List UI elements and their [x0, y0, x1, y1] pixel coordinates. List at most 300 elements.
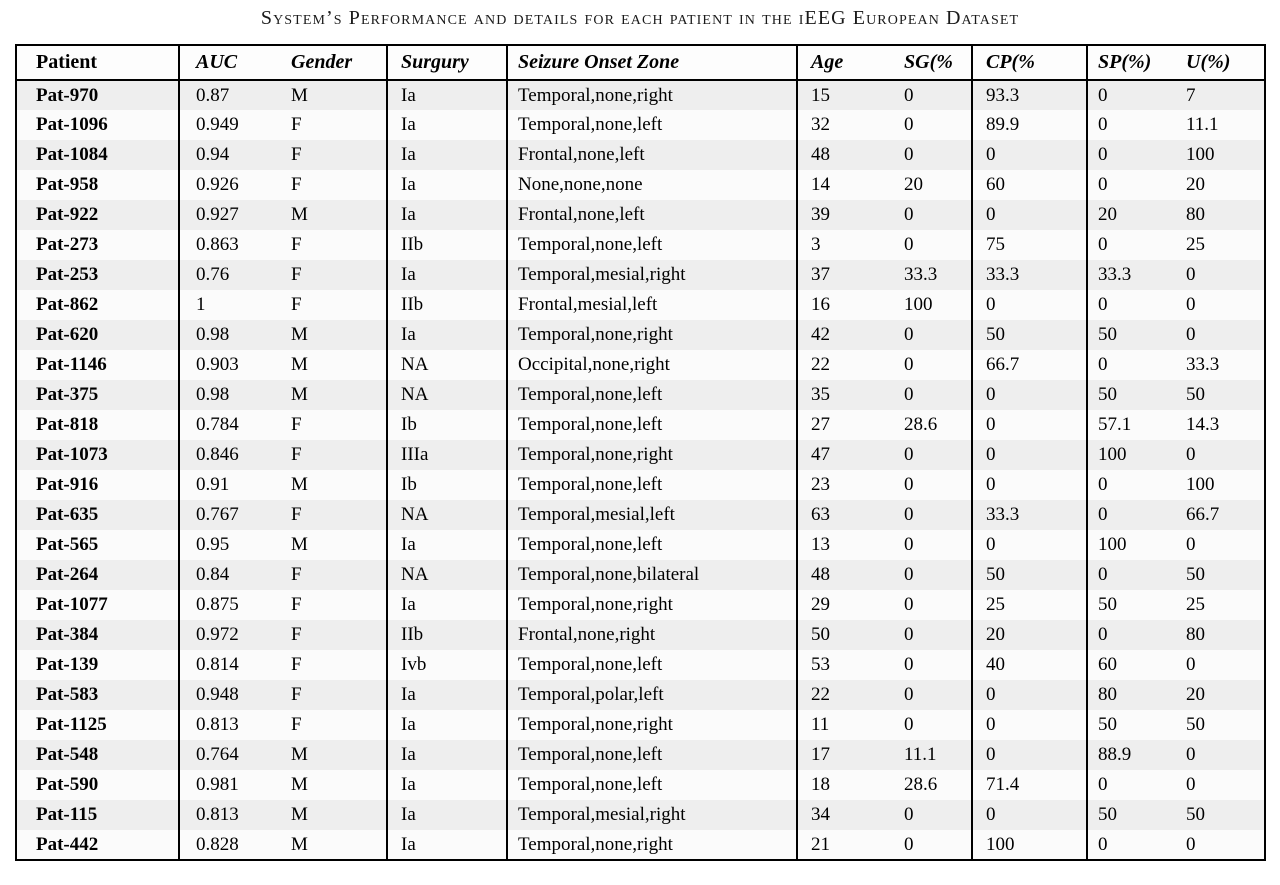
cp-percent-value: 20	[972, 620, 1087, 650]
cp-percent-value: 75	[972, 230, 1087, 260]
u-percent-value: 50	[1186, 564, 1205, 585]
gender-value: F	[275, 620, 387, 650]
table-row	[16, 770, 1265, 800]
auc-value: 0.814	[196, 654, 239, 675]
header-row	[16, 45, 1265, 80]
u-percent-value: 33.3	[1186, 354, 1220, 375]
table-row	[16, 620, 1265, 650]
seizure-onset-zone-value: Temporal,mesial,right	[507, 800, 797, 830]
u-percent-value: 25	[1186, 594, 1205, 615]
surgery-value: Ia	[387, 80, 507, 110]
sg-percent-value: 0	[892, 590, 972, 620]
age-value: 37	[811, 264, 830, 285]
age-value: 21	[811, 833, 830, 855]
gender-value: M	[275, 320, 387, 350]
auc-value: 0.863	[196, 234, 239, 255]
table-row	[16, 800, 1265, 830]
patient-id: Pat-583	[16, 680, 179, 710]
seizure-onset-zone-value: Temporal,none,left	[507, 110, 797, 140]
cp-percent-value: 0	[972, 530, 1087, 560]
sg-percent-value: 0	[892, 80, 972, 110]
sg-percent-value: 0	[892, 650, 972, 680]
sp-percent-value: 88.9	[1098, 744, 1132, 765]
surgery-value: Ia	[387, 830, 507, 860]
table-row	[16, 290, 1265, 320]
age-value: 34	[811, 804, 830, 825]
patient-id: Pat-253	[16, 260, 179, 290]
patient-id: Pat-264	[16, 560, 179, 590]
sp-percent-value: 60	[1098, 654, 1117, 675]
sg-percent-value: 0	[892, 560, 972, 590]
auc-value: 0.813	[196, 804, 239, 825]
table-body	[16, 80, 1265, 860]
cp-percent-value: 100	[972, 830, 1087, 860]
sp-percent-value: 33.3	[1098, 264, 1132, 285]
u-percent-value: 50	[1186, 384, 1205, 405]
auc-value: 0.972	[196, 624, 239, 645]
u-percent-value: 100	[1186, 474, 1215, 495]
sg-percent-value: 0	[892, 800, 972, 830]
cp-percent-value: 93.3	[972, 80, 1087, 110]
sp-percent-value: 0	[1098, 234, 1108, 255]
table-row	[16, 740, 1265, 770]
sp-percent-value: 100	[1098, 534, 1127, 555]
sp-percent-value: 0	[1098, 624, 1108, 645]
sg-percent-value: 20	[892, 170, 972, 200]
surgery-value: NA	[387, 350, 507, 380]
gender-value: F	[275, 590, 387, 620]
table-row	[16, 500, 1265, 530]
sp-percent-value: 0	[1098, 833, 1108, 855]
auc-value: 0.764	[196, 744, 239, 765]
seizure-onset-zone-value: Frontal,none,right	[507, 620, 797, 650]
u-percent-value: 7	[1186, 84, 1196, 106]
table-row	[16, 560, 1265, 590]
auc-value: 0.91	[196, 474, 230, 495]
u-percent-value: 14.3	[1186, 414, 1220, 435]
cp-percent-value: 0	[972, 680, 1087, 710]
patient-id: Pat-862	[16, 290, 179, 320]
auc-value: 0.875	[196, 594, 239, 615]
gender-value: F	[275, 560, 387, 590]
table-row	[16, 710, 1265, 740]
auc-value: 0.903	[196, 354, 239, 375]
sg-percent-value: 0	[892, 620, 972, 650]
col-header-sg-percent: SG(%	[892, 45, 972, 80]
auc-value: 0.981	[196, 774, 239, 795]
sg-percent-value: 28.6	[892, 770, 972, 800]
cp-percent-value: 0	[972, 140, 1087, 170]
age-value: 27	[811, 414, 830, 435]
seizure-onset-zone-value: Temporal,none,right	[507, 440, 797, 470]
u-percent-value: 50	[1186, 804, 1205, 825]
sg-percent-value: 0	[892, 140, 972, 170]
age-value: 63	[811, 504, 830, 525]
sg-percent-value: 28.6	[892, 410, 972, 440]
seizure-onset-zone-value: Temporal,mesial,left	[507, 500, 797, 530]
sg-percent-value: 0	[892, 440, 972, 470]
gender-value: M	[275, 530, 387, 560]
age-value: 16	[811, 294, 830, 315]
patient-id: Pat-635	[16, 500, 179, 530]
u-percent-value: 20	[1186, 174, 1205, 195]
surgery-value: IIb	[387, 230, 507, 260]
sg-percent-value: 0	[892, 710, 972, 740]
auc-value: 0.94	[196, 144, 230, 165]
auc-value: 0.828	[196, 833, 239, 855]
u-percent-value: 25	[1186, 234, 1205, 255]
sg-percent-value: 0	[892, 320, 972, 350]
surgery-value: IIb	[387, 620, 507, 650]
sp-percent-value: 100	[1098, 444, 1127, 465]
patient-id: Pat-1077	[16, 590, 179, 620]
sp-percent-value: 0	[1098, 774, 1108, 795]
table-row	[16, 110, 1265, 140]
seizure-onset-zone-value: Frontal,none,left	[507, 140, 797, 170]
patient-id: Pat-1125	[16, 710, 179, 740]
u-percent-value: 0	[1186, 324, 1196, 345]
gender-value: F	[275, 440, 387, 470]
gender-value: F	[275, 710, 387, 740]
sp-percent-value: 57.1	[1098, 414, 1132, 435]
cp-percent-value: 25	[972, 590, 1087, 620]
patient-id: Pat-442	[16, 830, 179, 860]
patient-id: Pat-384	[16, 620, 179, 650]
patient-id: Pat-1146	[16, 350, 179, 380]
table-row	[16, 350, 1265, 380]
table-row	[16, 410, 1265, 440]
seizure-onset-zone-value: Temporal,none,left	[507, 380, 797, 410]
u-percent-value: 0	[1186, 534, 1196, 555]
auc-value: 0.927	[196, 204, 239, 225]
table-row	[16, 140, 1265, 170]
seizure-onset-zone-value: Temporal,none,right	[507, 320, 797, 350]
sg-percent-value: 0	[892, 350, 972, 380]
cp-percent-value: 0	[972, 440, 1087, 470]
cp-percent-value: 0	[972, 200, 1087, 230]
surgery-value: Ia	[387, 320, 507, 350]
u-percent-value: 80	[1186, 204, 1205, 225]
auc-value: 0.767	[196, 504, 239, 525]
gender-value: M	[275, 470, 387, 500]
table-row	[16, 200, 1265, 230]
auc-value: 0.98	[196, 324, 230, 345]
gender-value: F	[275, 230, 387, 260]
age-value: 13	[811, 534, 830, 555]
patient-id: Pat-958	[16, 170, 179, 200]
gender-value: F	[275, 680, 387, 710]
table-row	[16, 80, 1265, 110]
col-header-surgery: Surgury	[387, 45, 507, 80]
age-value: 35	[811, 384, 830, 405]
cp-percent-value: 0	[972, 470, 1087, 500]
seizure-onset-zone-value: Temporal,none,bilateral	[507, 560, 797, 590]
age-value: 18	[811, 774, 830, 795]
table-row	[16, 440, 1265, 470]
sg-percent-value: 0	[892, 230, 972, 260]
gender-value: F	[275, 500, 387, 530]
u-percent-value: 20	[1186, 684, 1205, 705]
seizure-onset-zone-value: Occipital,none,right	[507, 350, 797, 380]
seizure-onset-zone-value: Frontal,mesial,left	[507, 290, 797, 320]
table-header	[16, 45, 1265, 80]
sg-percent-value: 0	[892, 530, 972, 560]
sp-percent-value: 50	[1098, 384, 1117, 405]
auc-value: 0.949	[196, 114, 239, 135]
u-percent-value: 0	[1186, 444, 1196, 465]
patient-id: Pat-590	[16, 770, 179, 800]
auc-value: 0.98	[196, 384, 230, 405]
surgery-value: Ia	[387, 680, 507, 710]
age-value: 14	[811, 174, 830, 195]
patient-id: Pat-620	[16, 320, 179, 350]
sp-percent-value: 0	[1098, 294, 1108, 315]
table-row	[16, 590, 1265, 620]
sp-percent-value: 20	[1098, 204, 1117, 225]
surgery-value: NA	[387, 380, 507, 410]
gender-value: M	[275, 830, 387, 860]
surgery-value: Ib	[387, 410, 507, 440]
table-row	[16, 170, 1265, 200]
surgery-value: Ia	[387, 800, 507, 830]
sp-percent-value: 0	[1098, 354, 1108, 375]
u-percent-value: 0	[1186, 264, 1196, 285]
surgery-value: Ia	[387, 710, 507, 740]
table-row	[16, 260, 1265, 290]
gender-value: M	[275, 770, 387, 800]
sp-percent-value: 0	[1098, 564, 1108, 585]
cp-percent-value: 66.7	[972, 350, 1087, 380]
surgery-value: NA	[387, 500, 507, 530]
auc-value: 1	[196, 294, 206, 315]
seizure-onset-zone-value: None,none,none	[507, 170, 797, 200]
sg-percent-value: 0	[892, 470, 972, 500]
col-header-cp-percent: CP(%	[972, 45, 1087, 80]
age-value: 15	[811, 84, 830, 106]
sg-percent-value: 0	[892, 680, 972, 710]
sg-percent-value: 100	[892, 290, 972, 320]
surgery-value: Ia	[387, 140, 507, 170]
patient-id: Pat-565	[16, 530, 179, 560]
table-row	[16, 650, 1265, 680]
seizure-onset-zone-value: Temporal,none,left	[507, 740, 797, 770]
patient-id: Pat-922	[16, 200, 179, 230]
sp-percent-value: 0	[1098, 504, 1108, 525]
sp-percent-value: 50	[1098, 714, 1117, 735]
gender-value: M	[275, 200, 387, 230]
gender-value: F	[275, 410, 387, 440]
table-row	[16, 380, 1265, 410]
seizure-onset-zone-value: Temporal,none,right	[507, 830, 797, 860]
cp-percent-value: 33.3	[972, 260, 1087, 290]
gender-value: F	[275, 260, 387, 290]
surgery-value: Ia	[387, 590, 507, 620]
table-caption: System’s Performance and details for each patient in the iEEG European Dataset	[260, 7, 1020, 29]
surgery-value: Ib	[387, 470, 507, 500]
surgery-value: Ivb	[387, 650, 507, 680]
auc-value: 0.84	[196, 564, 230, 585]
sp-percent-value: 0	[1098, 114, 1108, 135]
seizure-onset-zone-value: Temporal,none,left	[507, 650, 797, 680]
age-value: 48	[811, 144, 830, 165]
sp-percent-value: 0	[1098, 144, 1108, 165]
table-row	[16, 830, 1265, 860]
cp-percent-value: 71.4	[972, 770, 1087, 800]
patient-id: Pat-139	[16, 650, 179, 680]
surgery-value: Ia	[387, 770, 507, 800]
age-value: 29	[811, 594, 830, 615]
col-header-seizure-onset-zone: Seizure Onset Zone	[507, 45, 797, 80]
sp-percent-value: 0	[1098, 174, 1108, 195]
cp-percent-value: 0	[972, 380, 1087, 410]
sg-percent-value: 33.3	[892, 260, 972, 290]
gender-value: F	[275, 140, 387, 170]
col-header-u-percent: U(%)	[1177, 45, 1265, 80]
u-percent-value: 80	[1186, 624, 1205, 645]
age-value: 47	[811, 444, 830, 465]
age-value: 42	[811, 324, 830, 345]
sg-percent-value: 11.1	[892, 740, 972, 770]
auc-value: 0.95	[196, 534, 230, 555]
age-value: 50	[811, 624, 830, 645]
surgery-value: Ia	[387, 170, 507, 200]
sp-percent-value: 0	[1098, 474, 1108, 495]
seizure-onset-zone-value: Temporal,polar,left	[507, 680, 797, 710]
sp-percent-value: 80	[1098, 684, 1117, 705]
cp-percent-value: 40	[972, 650, 1087, 680]
seizure-onset-zone-value: Temporal,none,left	[507, 410, 797, 440]
sg-percent-value: 0	[892, 500, 972, 530]
patient-id: Pat-1096	[16, 110, 179, 140]
cp-percent-value: 0	[972, 710, 1087, 740]
auc-value: 0.784	[196, 414, 239, 435]
cp-percent-value: 0	[972, 740, 1087, 770]
cp-percent-value: 33.3	[972, 500, 1087, 530]
age-value: 3	[811, 234, 821, 255]
sp-percent-value: 0	[1098, 84, 1108, 106]
u-percent-value: 0	[1186, 774, 1196, 795]
seizure-onset-zone-value: Temporal,none,right	[507, 590, 797, 620]
age-value: 39	[811, 204, 830, 225]
surgery-value: IIb	[387, 290, 507, 320]
u-percent-value: 66.7	[1186, 504, 1220, 525]
surgery-value: Ia	[387, 740, 507, 770]
table-row	[16, 320, 1265, 350]
gender-value: M	[275, 740, 387, 770]
auc-value: 0.846	[196, 444, 239, 465]
u-percent-value: 0	[1186, 654, 1196, 675]
table-row	[16, 530, 1265, 560]
gender-value: M	[275, 380, 387, 410]
col-header-patient: Patient	[16, 45, 179, 80]
surgery-value: Ia	[387, 200, 507, 230]
cp-percent-value: 0	[972, 410, 1087, 440]
surgery-value: Ia	[387, 530, 507, 560]
u-percent-value: 0	[1186, 744, 1196, 765]
seizure-onset-zone-value: Temporal,none,left	[507, 530, 797, 560]
gender-value: M	[275, 350, 387, 380]
auc-value: 0.87	[196, 84, 230, 106]
sp-percent-value: 50	[1098, 804, 1117, 825]
gender-value: M	[275, 80, 387, 110]
u-percent-value: 11.1	[1186, 114, 1219, 135]
patient-id: Pat-1073	[16, 440, 179, 470]
seizure-onset-zone-value: Temporal,none,right	[507, 80, 797, 110]
gender-value: F	[275, 110, 387, 140]
col-header-sp-percent: SP(%)	[1087, 45, 1177, 80]
age-value: 32	[811, 114, 830, 135]
patient-id: Pat-273	[16, 230, 179, 260]
sg-percent-value: 0	[892, 380, 972, 410]
age-value: 48	[811, 564, 830, 585]
auc-value: 0.926	[196, 174, 239, 195]
u-percent-value: 100	[1186, 144, 1215, 165]
table-row	[16, 470, 1265, 500]
u-percent-value: 50	[1186, 714, 1205, 735]
age-value: 22	[811, 354, 830, 375]
patient-id: Pat-548	[16, 740, 179, 770]
age-value: 53	[811, 654, 830, 675]
cp-percent-value: 60	[972, 170, 1087, 200]
table-row	[16, 230, 1265, 260]
patient-id: Pat-970	[16, 80, 179, 110]
surgery-value: Ia	[387, 110, 507, 140]
age-value: 23	[811, 474, 830, 495]
patient-id: Pat-1084	[16, 140, 179, 170]
surgery-value: Ia	[387, 260, 507, 290]
auc-value: 0.813	[196, 714, 239, 735]
patient-id: Pat-818	[16, 410, 179, 440]
gender-value: M	[275, 800, 387, 830]
seizure-onset-zone-value: Temporal,mesial,right	[507, 260, 797, 290]
surgery-value: NA	[387, 560, 507, 590]
patient-id: Pat-115	[16, 800, 179, 830]
col-header-gender: Gender	[275, 45, 387, 80]
surgery-value: IIIa	[387, 440, 507, 470]
seizure-onset-zone-value: Temporal,none,left	[507, 470, 797, 500]
sg-percent-value: 0	[892, 830, 972, 860]
sg-percent-value: 0	[892, 200, 972, 230]
seizure-onset-zone-value: Temporal,none,right	[507, 710, 797, 740]
cp-percent-value: 0	[972, 290, 1087, 320]
sp-percent-value: 50	[1098, 594, 1117, 615]
sp-percent-value: 50	[1098, 324, 1117, 345]
u-percent-value: 0	[1186, 294, 1196, 315]
cp-percent-value: 89.9	[972, 110, 1087, 140]
patients-table	[15, 44, 1266, 861]
u-percent-value: 0	[1186, 833, 1196, 855]
auc-value: 0.76	[196, 264, 230, 285]
gender-value: F	[275, 170, 387, 200]
sg-percent-value: 0	[892, 110, 972, 140]
age-value: 22	[811, 684, 830, 705]
seizure-onset-zone-value: Temporal,none,left	[507, 770, 797, 800]
cp-percent-value: 50	[972, 560, 1087, 590]
col-header-auc: AUC	[179, 45, 275, 80]
patient-id: Pat-375	[16, 380, 179, 410]
age-value: 17	[811, 744, 830, 765]
age-value: 11	[811, 714, 830, 735]
col-header-age: Age	[797, 45, 892, 80]
seizure-onset-zone-value: Frontal,none,left	[507, 200, 797, 230]
seizure-onset-zone-value: Temporal,none,left	[507, 230, 797, 260]
table-row	[16, 680, 1265, 710]
auc-value: 0.948	[196, 684, 239, 705]
gender-value: F	[275, 650, 387, 680]
cp-percent-value: 0	[972, 800, 1087, 830]
cp-percent-value: 50	[972, 320, 1087, 350]
gender-value: F	[275, 290, 387, 320]
